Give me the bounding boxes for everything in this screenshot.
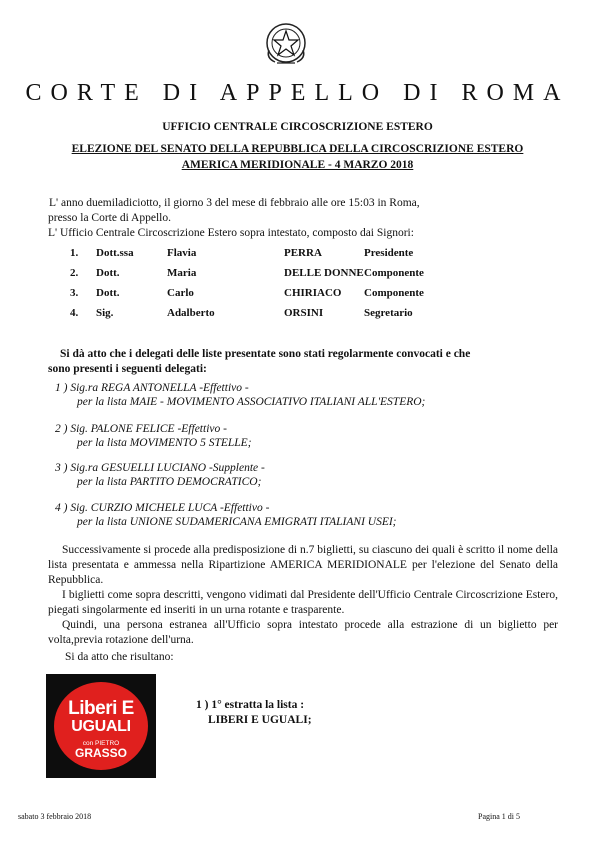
footer-date: sabato 3 febbraio 2018: [18, 812, 92, 821]
member-last-name: ORSINI: [284, 307, 324, 319]
delegate-item: [55, 461, 265, 489]
footer-page-number: Pagina 1 di 5: [478, 812, 520, 821]
member-first-name: Flavia: [167, 247, 197, 259]
body-paragraph-4: Si da atto che risultano:: [65, 651, 174, 663]
member-first-name: Maria: [167, 267, 197, 279]
member-number: 1.: [70, 247, 79, 259]
member-role: Componente: [364, 287, 424, 299]
logo-text-uguali: UGUALI: [71, 718, 131, 735]
member-number: 2.: [70, 267, 79, 279]
member-title: Dott.ssa: [96, 247, 134, 259]
election-title: [0, 141, 595, 173]
republic-emblem-icon: [263, 20, 309, 66]
liberi-e-uguali-logo: [46, 674, 156, 778]
delegate-item: [55, 501, 397, 529]
delegates-intro-line1: Si dà atto che i delegati delle liste presentate sono stati regolarmente convocati e che: [60, 348, 471, 360]
member-title: Dott.: [96, 267, 120, 279]
intro-line1: L' anno duemiladiciotto, il giorno 3 del mese di febbraio alle ore 15:03 in Roma,: [49, 197, 420, 209]
intro-line3: L' Ufficio Centrale Circoscrizione Estero sopra intestato, composto dai Signori:: [48, 227, 414, 239]
delegate-item: [55, 422, 252, 450]
member-number: 3.: [70, 287, 79, 299]
delegates-intro: [48, 347, 558, 377]
delegate-name: 3 ) Sig.ra GESUELLI LUCIANO -Supplente -: [55, 462, 265, 474]
member-title: Sig.: [96, 307, 114, 319]
delegate-name: 1 ) Sig.ra REGA ANTONELLA -Effettivo -: [55, 382, 249, 394]
member-role: Presidente: [364, 247, 414, 259]
logo-text-grasso: GRASSO: [74, 746, 127, 760]
member-role: Segretario: [364, 307, 413, 319]
member-role: Componente: [364, 267, 424, 279]
extraction-result-line1: 1 ) 1° estratta la lista :: [196, 699, 305, 711]
delegate-name: 4 ) Sig. CURZIO MICHELE LUCA -Effettivo -: [55, 502, 270, 514]
election-title-line2: AMERICA MERIDIONALE - 4 MARZO 2018: [181, 159, 414, 171]
intro-paragraph: [48, 196, 558, 241]
logo-text-liberi: Liberi E: [68, 698, 134, 719]
intro-line2: presso la Corte di Appello.: [48, 212, 171, 224]
delegate-item: [55, 381, 425, 409]
body-paragraph-1: Successivamente si procede alla predisposizione di n.7 biglietti, su ciascuno dei quali è scritto il nome della lista presentata e ammessa nella Ripartizione AMERICA MERIDIONALE per l'elezione del Senato della Repubblica.: [48, 544, 558, 586]
delegate-list: per la lista MOVIMENTO 5 STELLE;: [77, 437, 252, 449]
member-number: 4.: [70, 307, 79, 319]
delegate-list: per la lista MAIE - MOVIMENTO ASSOCIATIVO ITALIANI ALL'ESTERO;: [77, 396, 426, 408]
office-title: UFFICIO CENTRALE CIRCOSCRIZIONE ESTERO: [162, 121, 433, 133]
extraction-result-list: LIBERI E UGUALI;: [208, 714, 312, 726]
member-last-name: CHIRIACO: [284, 287, 342, 299]
body-paragraph-3: Quindi, una persona estranea all'Ufficio sopra intestato procede alla estrazione di un biglietto per volta,previa rotazione dell'urna.: [48, 619, 558, 646]
delegate-name: 2 ) Sig. PALONE FELICE -Effettivo -: [55, 423, 227, 435]
member-last-name: PERRA: [284, 247, 322, 259]
body-paragraph-2: I biglietti come sopra descritti, vengono vidimati dal Presidente dell'Ufficio Centrale Circoscrizione Estero, piegati singolarmente ed inseriti in un urna rotante e trasparente.: [48, 589, 558, 616]
election-title-line1: ELEZIONE DEL SENATO DELLA REPUBBLICA DELLA CIRCOSCRIZIONE ESTERO: [71, 143, 524, 155]
logo-text-con-pietro: con PIETRO: [82, 740, 120, 747]
extraction-result: [196, 698, 312, 728]
delegates-intro-line2: sono presenti i seguenti delegati:: [48, 363, 207, 375]
court-title: CORTE DI APPELLO DI ROMA: [25, 80, 570, 106]
delegate-list: per la lista UNIONE SUDAMERICANA EMIGRATI ITALIANI USEI;: [77, 516, 397, 528]
member-first-name: Adalberto: [167, 307, 215, 319]
member-title: Dott.: [96, 287, 120, 299]
logo-circle: [54, 682, 148, 770]
member-last-name: DELLE DONNE: [284, 267, 364, 279]
member-first-name: Carlo: [167, 287, 194, 299]
delegate-list: per la lista PARTITO DEMOCRATICO;: [77, 476, 262, 488]
